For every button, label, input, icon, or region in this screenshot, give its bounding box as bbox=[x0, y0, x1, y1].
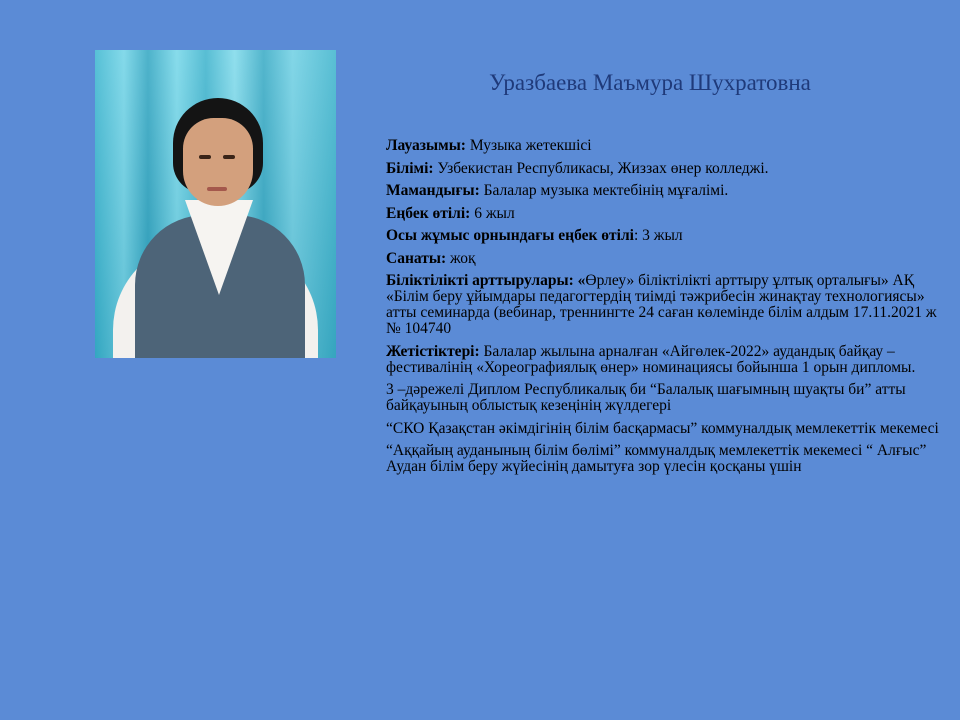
field-label: Осы жұмыс орнындағы еңбек өтілі bbox=[386, 227, 634, 244]
face-shape bbox=[183, 118, 253, 206]
field-value: Балалар жылына арналған «Айгөлек-2022» аудандық байқау – фестивалінің «Хореографиялық өнер» номинациясы бойынша 1 орын дипломы. bbox=[386, 342, 916, 376]
field-label: Лауазымы: bbox=[386, 137, 466, 154]
details-block bbox=[386, 138, 946, 482]
field-value: Балалар музыка мектебінің мұғалімі. bbox=[479, 182, 729, 199]
field-achievements bbox=[386, 344, 946, 376]
portrait-photo bbox=[95, 50, 336, 358]
field-value: Өрлеу» біліктілікті арттыру ұлтық орталығы» АҚ «Білім беру ұйымдары педагогтердің тиімді тәжрибесін жинақтау технологиясы» атты семинарда (вебинар, треннингте 24 саған көлемінде білім алдым 17.11.2021 ж № 104740 bbox=[386, 272, 937, 337]
achievement-item: 3 –дәрежелі Диплом Республикалық би “Балалық шағымның шуақты би” атты байқауының облыстық кезеңінің жүлдегері bbox=[386, 381, 906, 414]
field-education bbox=[386, 161, 946, 177]
field-value: 6 жыл bbox=[470, 204, 515, 222]
left-eye bbox=[199, 155, 211, 159]
field-label: Білімі: bbox=[386, 159, 434, 177]
field-label: Біліктілікті арттырулары: « bbox=[386, 272, 586, 289]
field-label: Санаты: bbox=[386, 249, 447, 267]
right-eye bbox=[223, 155, 235, 159]
field-value: жоқ bbox=[446, 249, 476, 267]
field-label: Еңбек өтілі: bbox=[386, 204, 471, 222]
field-category bbox=[386, 251, 946, 267]
field-value: Узбекистан Республикасы, Жиззах өнер колледжі. bbox=[433, 159, 769, 177]
field-experience bbox=[386, 206, 946, 222]
achievement-item: “СКО Қазақстан әкімдігінің білім басқармасы” коммуналдық мемлекеттік мекемесі bbox=[386, 419, 939, 437]
field-local-experience bbox=[386, 228, 946, 244]
achievement-item: “Аққайың ауданының білім бөлімі” коммуналдық мемлекеттік мекемесі “ Алғыс” Аудан білім беру жүйесінің дамытуға зор үлесін қосқаны үшін bbox=[386, 442, 927, 475]
field-label: Мамандығы: bbox=[386, 182, 480, 199]
mouth bbox=[207, 187, 227, 191]
person-name: Уразбаева Маъмура Шухратовна bbox=[489, 70, 811, 95]
field-specialty bbox=[386, 183, 946, 199]
field-qualification bbox=[386, 273, 946, 337]
field-value: Музыка жетекшісі bbox=[465, 137, 592, 154]
field-position bbox=[386, 138, 946, 154]
field-value: : 3 жыл bbox=[633, 227, 683, 244]
field-label: Жетістіктері: bbox=[386, 342, 480, 360]
